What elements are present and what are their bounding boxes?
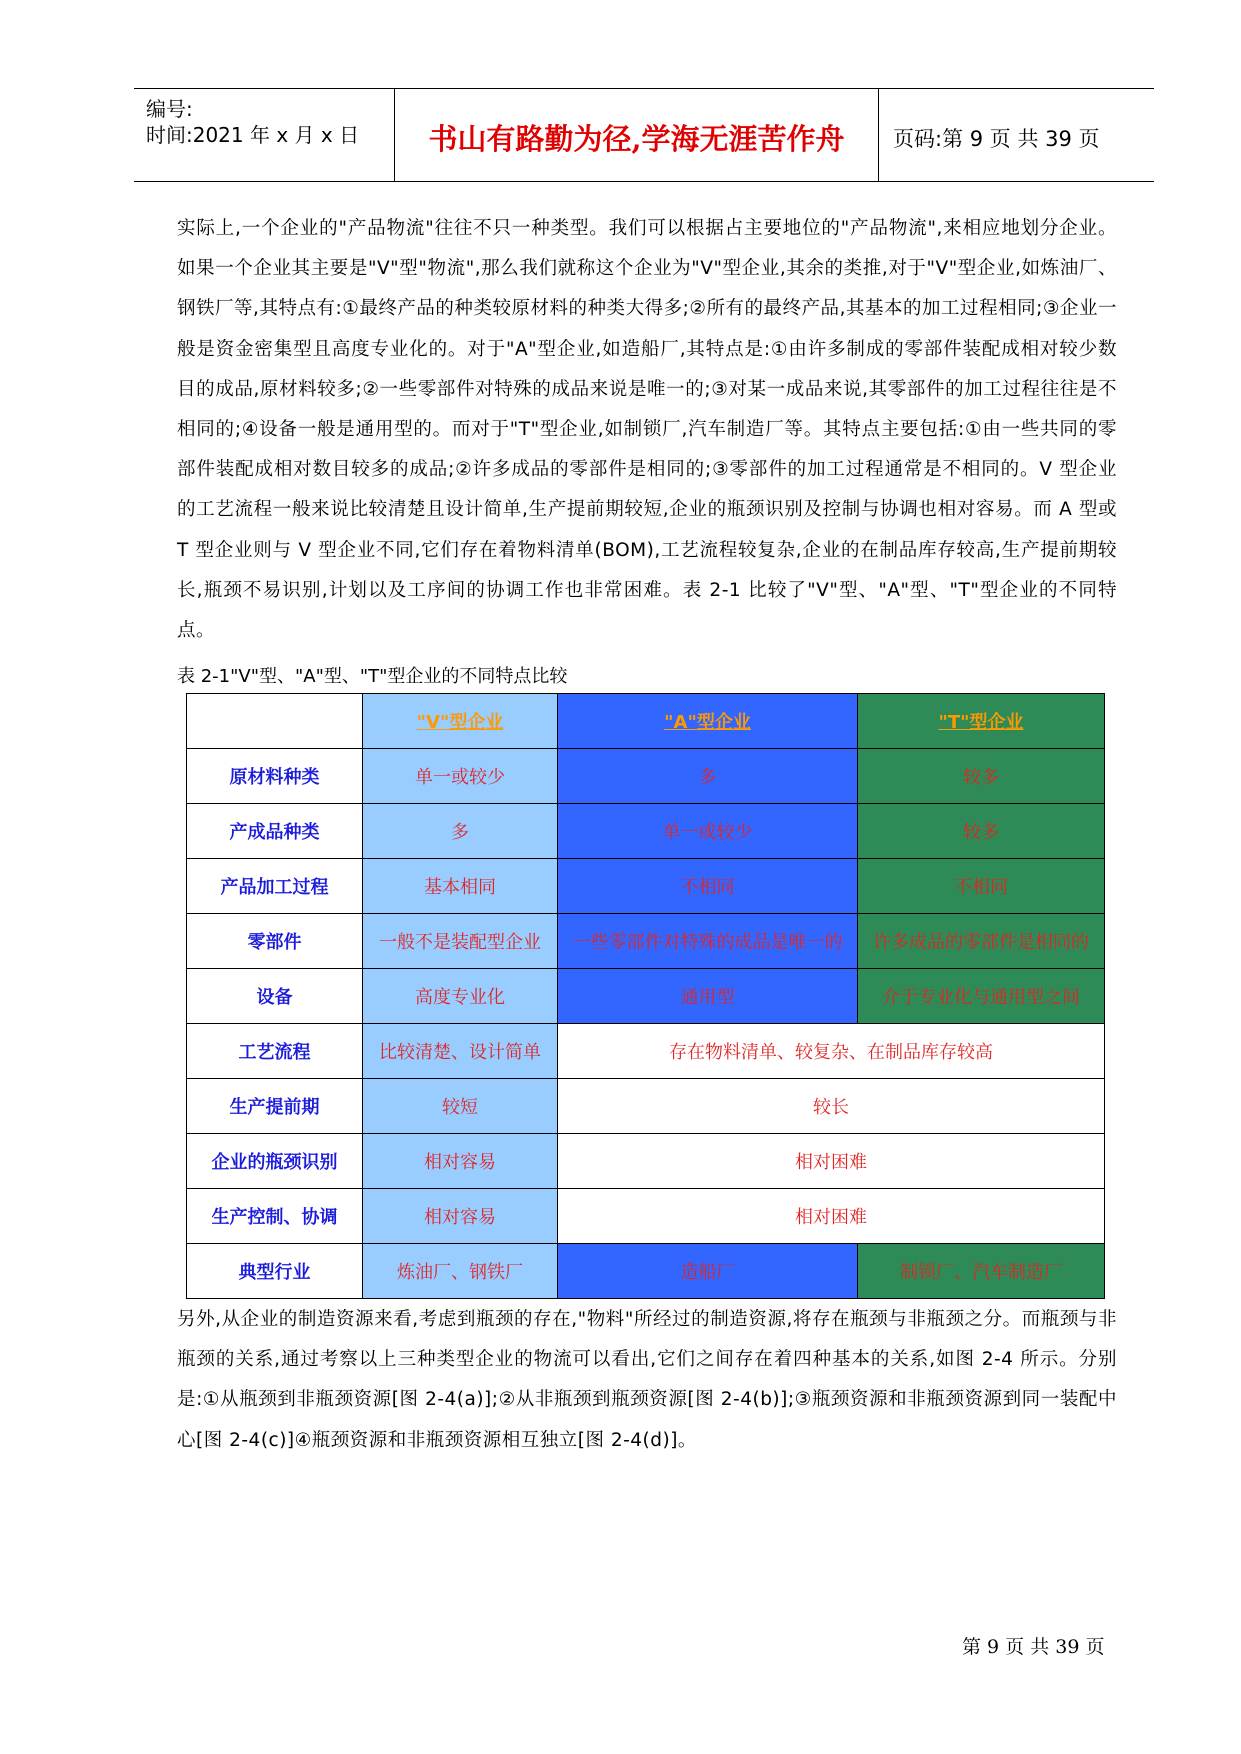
header-a-type: "A"型企业 (558, 694, 858, 749)
table-corner-cell (187, 694, 363, 749)
page-header (134, 88, 1154, 182)
header-center-cell (394, 89, 879, 181)
table-row (187, 1024, 1105, 1079)
cell-a-t-merged: 相对困难 (558, 1134, 1105, 1189)
cell-a-t-merged: 存在物料清单、较复杂、在制品库存较高 (558, 1024, 1105, 1079)
row-label: 产品加工过程 (187, 859, 363, 914)
cell-t: 许多成品的零部件是相同的 (858, 914, 1105, 969)
row-label: 零部件 (187, 914, 363, 969)
cell-t: 介于专业化与通用型之间 (858, 969, 1105, 1024)
cell-a-t-merged: 较长 (558, 1079, 1105, 1134)
cell-a: 一些零部件对特殊的成品是唯一的 (558, 914, 858, 969)
cell-v: 炼油厂、钢铁厂 (363, 1244, 558, 1299)
table-row (187, 1189, 1105, 1244)
table-row (187, 804, 1105, 859)
table-row (187, 859, 1105, 914)
header-motto: 书山有路勤为径,学海无涯苦作舟 (428, 122, 845, 156)
cell-a: 造船厂 (558, 1244, 858, 1299)
cell-v: 一般不是装配型企业 (363, 914, 558, 969)
comparison-table (186, 693, 1105, 1299)
row-label: 工艺流程 (187, 1024, 363, 1079)
table-row (187, 1134, 1105, 1189)
table-row (187, 749, 1105, 804)
table-row (187, 1079, 1105, 1134)
row-label: 产成品种类 (187, 804, 363, 859)
cell-v: 相对容易 (363, 1134, 558, 1189)
cell-a: 通用型 (558, 969, 858, 1024)
header-right-cell (879, 89, 1154, 181)
header-t-type: "T"型企业 (858, 694, 1105, 749)
cell-t: 较多 (858, 804, 1105, 859)
header-left-cell (134, 89, 394, 181)
body-paragraph-1: 实际上,一个企业的"产品物流"往往不只一种类型。我们可以根据占主要地位的"产品物流",来相应地划分企业。如果一个企业其主要是"V"型"物流",那么我们就称这个企业为"V"型企业,其余的类推,对于"V"型企业,如炼油厂、钢铁厂等,其特点有:①最终产品的种类较原材料的种类大得多;②所有的最终产品,其基本的加工过程相同;③企业一般是资金密集型且高度专业化的。对于"A"型企业,如造船厂,其特点是:①由许多制成的零部件装配成相对较少数目的成品,原材料较多;②一些零部件对特殊的成品来说是唯一的;③对某一成品来说,其零部件的加工过程往往是不相同的;④设备一般是通用型的。而对于"T"型企业,如制锁厂,汽车制造厂等。其特点主要包括:①由一些共同的零部件装配成相对数目较多的成品;②许多成品的零部件是相同的;③零部件的加工过程通常是不相同的。V 型企业的工艺流程一般来说比较清楚且设计简单,生产提前期较短,企业的瓶颈识别及控制与协调也相对容易。而 A 型或 T 型企业则与 V 型企业不同,它们存在着物料清单(BOM),工艺流程较复杂,企业的在制品库存较高,生产提前期较长,瓶颈不易识别,计划以及工序间的协调工作也非常困难。表 2-1 比较了"V"型、"A"型、"T"型企业的不同特点。 (177, 218, 1117, 642)
cell-t: 较多 (858, 749, 1105, 804)
table-caption: 表 2-1"V"型、"A"型、"T"型企业的不同特点比较 (177, 666, 568, 687)
row-label: 典型行业 (187, 1244, 363, 1299)
cell-a: 单一或较少 (558, 804, 858, 859)
table-row (187, 914, 1105, 969)
cell-v: 多 (363, 804, 558, 859)
page-footer: 第 9 页 共 39 页 (962, 1636, 1105, 1658)
table-header-row (187, 694, 1105, 749)
cell-v: 相对容易 (363, 1189, 558, 1244)
header-v-type: "V"型企业 (363, 694, 558, 749)
cell-v: 较短 (363, 1079, 558, 1134)
cell-v: 比较清楚、设计简单 (363, 1024, 558, 1079)
document-number-label: 编号: (146, 97, 193, 121)
cell-a-t-merged: 相对困难 (558, 1189, 1105, 1244)
row-label: 设备 (187, 969, 363, 1024)
cell-v: 高度专业化 (363, 969, 558, 1024)
cell-v: 基本相同 (363, 859, 558, 914)
body-paragraph-2: 另外,从企业的制造资源来看,考虑到瓶颈的存在,"物料"所经过的制造资源,将存在瓶颈与非瓶颈之分。而瓶颈与非瓶颈的关系,通过考察以上三种类型企业的物流可以看出,它们之间存在着四种基本的关系,如图 2-4 所示。分别是:①从瓶颈到非瓶颈资源[图 2-4(a)];②从非瓶颈到瓶颈资源[图 2-4(b)];③瓶颈资源和非瓶颈资源到同一装配中心[图 2-4(c)]④瓶颈资源和非瓶颈资源相互独立[图 2-4(d)]。 (177, 1309, 1117, 1451)
cell-v: 单一或较少 (363, 749, 558, 804)
cell-a: 多 (558, 749, 858, 804)
table-row (187, 1244, 1105, 1299)
row-label: 生产提前期 (187, 1079, 363, 1134)
cell-t: 制锁厂、汽车制造厂 (858, 1244, 1105, 1299)
row-label: 生产控制、协调 (187, 1189, 363, 1244)
cell-a: 不相同 (558, 859, 858, 914)
row-label: 原材料种类 (187, 749, 363, 804)
row-label: 企业的瓶颈识别 (187, 1134, 363, 1189)
header-page-number: 页码:第 9 页 共 39 页 (893, 127, 1100, 151)
table-row (187, 969, 1105, 1024)
document-time-label: 时间:2021 年 x 月 x 日 (146, 123, 360, 147)
cell-t: 不相同 (858, 859, 1105, 914)
